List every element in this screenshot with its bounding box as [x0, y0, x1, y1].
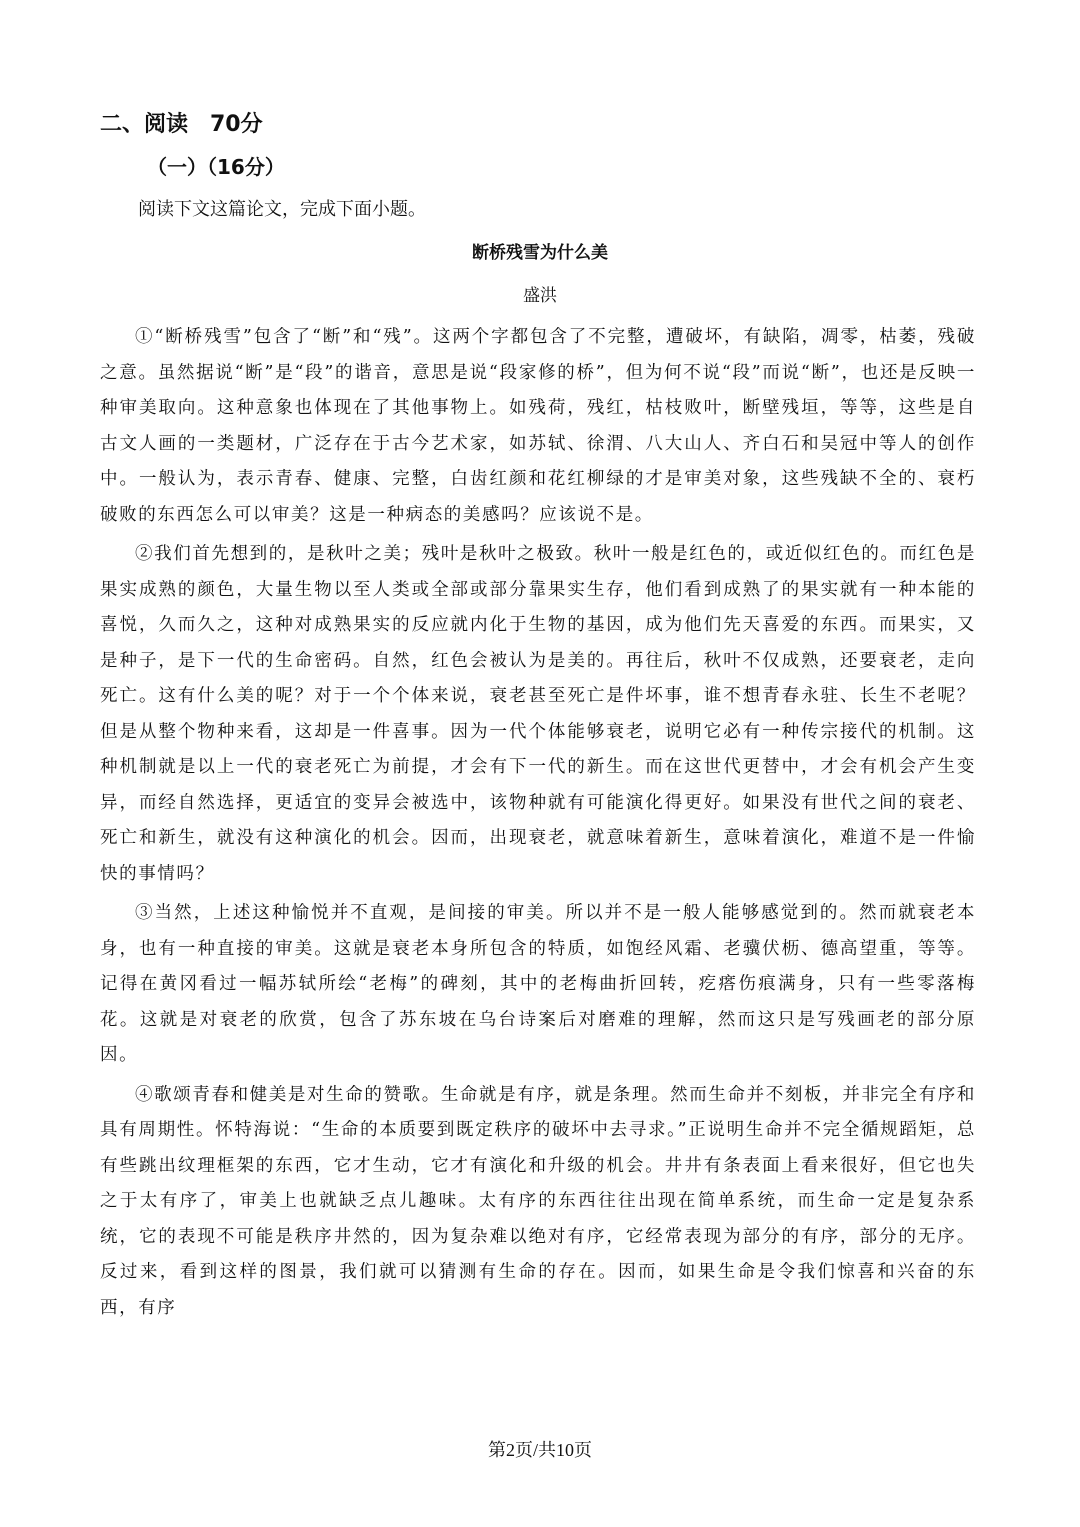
paragraph-3: ③当然，上述这种愉悦并不直观，是间接的审美。所以并不是一般人能够感觉到的。然而就衰老本身，也有一种直接的审美。这就是衰老本身所包含的特质，如饱经风霜、老骥伏枥、德高望重，等等。记得在黄冈看过一幅苏轼所绘“老梅”的碑刻，其中的老梅曲折回转，疙瘩伤痕满身，只有一些零落梅花。这就是对衰老的欣赏，包含了苏东坡在乌台诗案后对磨难的理解，然而这只是写残画老的部分原因。: [100, 903, 976, 1065]
paragraph-2: ②我们首先想到的，是秋叶之美；残叶是秋叶之极致。秋叶一般是红色的，或近似红色的。而红色是果实成熟的颜色，大量生物以至人类或全部或部分靠果实生存，他们看到成熟了的果实就有一种本能的喜悦，久而久之，这种对成熟果实的反应就内化于生物的基因，成为他们先天喜爱的东西。而果实，又是种子，是下一代的生命密码。自然，红色会被认为是美的。再往后，秋叶不仅成熟，还要衰老，走向死亡。这有什么美的呢？对于一个个体来说，衰老甚至死亡是件坏事，谁不想青春永驻、长生不老呢？但是从整个物种来看，这却是一件喜事。因为一代个体能够衰老，说明它必有一种传宗接代的机制。这种机制就是以上一代的衰老死亡为前提，才会有下一代的新生。而在这世代更替中，才会有机会产生变异，而经自然选择，更适宜的变异会被选中，该物种就有可能演化得更好。如果没有世代之间的衰老、死亡和新生，就没有这种演化的机会。因而，出现衰老，就意味着新生，意味着演化，难道不是一件愉快的事情吗？: [100, 544, 976, 884]
article-body: [100, 320, 976, 1326]
article-title: 断桥残雪为什么美: [472, 243, 608, 263]
sub-heading: （一）（16分）: [147, 155, 285, 179]
paragraph-4: ④歌颂青春和健美是对生命的赞歌。生命就是有序，就是条理。然而生命并不刻板，并非完全有序和具有周期性。怀特海说：“生命的本质要到既定秩序的破坏中去寻求。”正说明生命并不完全循规蹈矩，总有些跳出纹理框架的东西，它才生动，它才有演化和升级的机会。井井有条表面上看来很好，但它也失之于太有序了，审美上也就缺乏点儿趣味。太有序的东西往往出现在简单系统，而生命一定是复杂系统，它的表现不可能是秩序井然的，因为复杂难以绝对有序，它经常表现为部分的有序，部分的无序。反过来，看到这样的图景，我们就可以猜测有生命的存在。因而，如果生命是令我们惊喜和兴奋的东西，有序: [100, 1084, 976, 1318]
reading-instruction: 阅读下文这篇论文，完成下面小题。: [138, 199, 426, 220]
article-author: 盛洪: [523, 286, 557, 306]
page-number: 第2页/共10页: [487, 1440, 592, 1460]
section-heading: 二、阅读 70分: [100, 112, 263, 137]
paragraph-1: ①“断桥残雪”包含了“断”和“残”。这两个字都包含了不完整，遭破坏，有缺陷，凋零，枯萎，残破之意。虽然据说“断”是“段”的谐音，意思是说“段家修的桥”，但为何不说“段”而说“断”，也还是反映一种审美取向。这种意象也体现在了其他事物上。如残荷，残红，枯枝败叶，断壁残垣，等等，这些是自古文人画的一类题材，广泛存在于古今艺术家，如苏轼、徐渭、八大山人、齐白石和吴冠中等人的创作中。一般认为，表示青春、健康、完整，白齿红颜和花红柳绿的才是审美对象，这些残缺不全的、衰朽破败的东西怎么可以审美？这是一种病态的美感吗？应该说不是。: [100, 327, 976, 525]
